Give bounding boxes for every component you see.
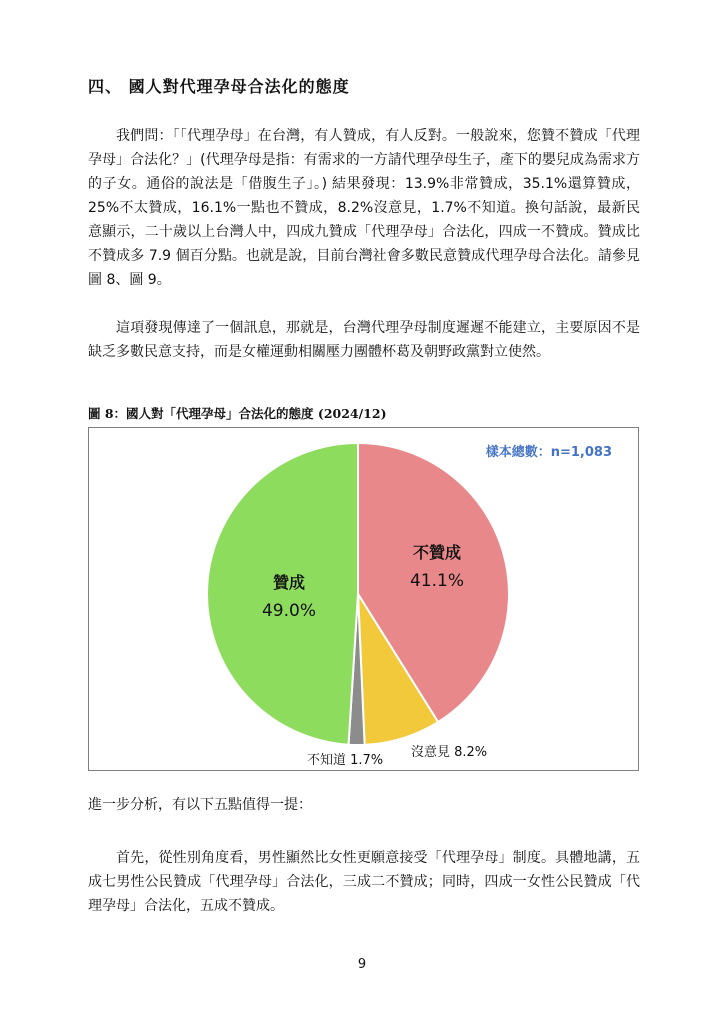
paragraph-interpretation: 這項發現傳達了一個訊息，那就是，台灣代理孕母制度遲遲不能建立，主要原因不是缺乏多數民意支持，而是女權運動相關壓力團體杯葛及朝野政黨對立使然。 xyxy=(88,320,640,360)
paragraph-findings: 我們問：「「代理孕母」在台灣，有人贊成，有人反對。一般說來，您贊不贊成「代理孕母」合法化？」(代理孕母是指：有需求的一方請代理孕母生子，產下的嬰兒成為需求方的子女。通俗的說法是「借腹生子」。) 結果發現：13.9%非常贊成，35.1%還算贊成，25%不太贊成，16.1%一點也不贊成，8.2%沒意見，1.7%不知道。換句話說，最新民意顯示，二十歲以上台灣人中，四成九贊成「代理孕母」合法化，四成一不贊成。贊成比不贊成多 7.9 個百分點。也就是說，目前台灣社會多數民意贊成代理孕母合法化。請參見圖 8、圖 9。 xyxy=(88,128,640,288)
page-number: 9 xyxy=(357,957,367,972)
section-heading: 四、 國人對代理孕母合法化的態度 xyxy=(88,77,350,96)
oppose-label-pct: 41.1% xyxy=(409,571,464,591)
support-label-pct: 49.0% xyxy=(261,601,316,621)
oppose-label xyxy=(387,540,487,591)
sample-size-label: 樣本總數：n=1,083 xyxy=(485,445,612,460)
oppose-label-name: 不贊成 xyxy=(412,543,461,562)
paragraph-gender-analysis: 首先，從性別角度看，男性顯然比女性更願意接受「代理孕母」制度。具體地講，五成七男性公民贊成「代理孕母」合法化，三成二不贊成；同時，四成一女性公民贊成「代理孕母」合法化，五成不贊成。 xyxy=(88,850,640,914)
dontknow-label: 不知道 1.7% xyxy=(307,753,384,768)
support-label-name: 贊成 xyxy=(272,573,305,592)
support-label xyxy=(239,570,339,621)
pie-chart xyxy=(89,428,640,772)
figure-caption: 圖 8：國人對「代理孕母」合法化的態度 (2024/12) xyxy=(88,406,387,421)
noopinion-label: 沒意見 8.2% xyxy=(411,745,488,760)
paragraph-analysis-intro: 進一步分析，有以下五點值得一提： xyxy=(88,797,312,813)
pie-chart-frame xyxy=(88,427,639,771)
